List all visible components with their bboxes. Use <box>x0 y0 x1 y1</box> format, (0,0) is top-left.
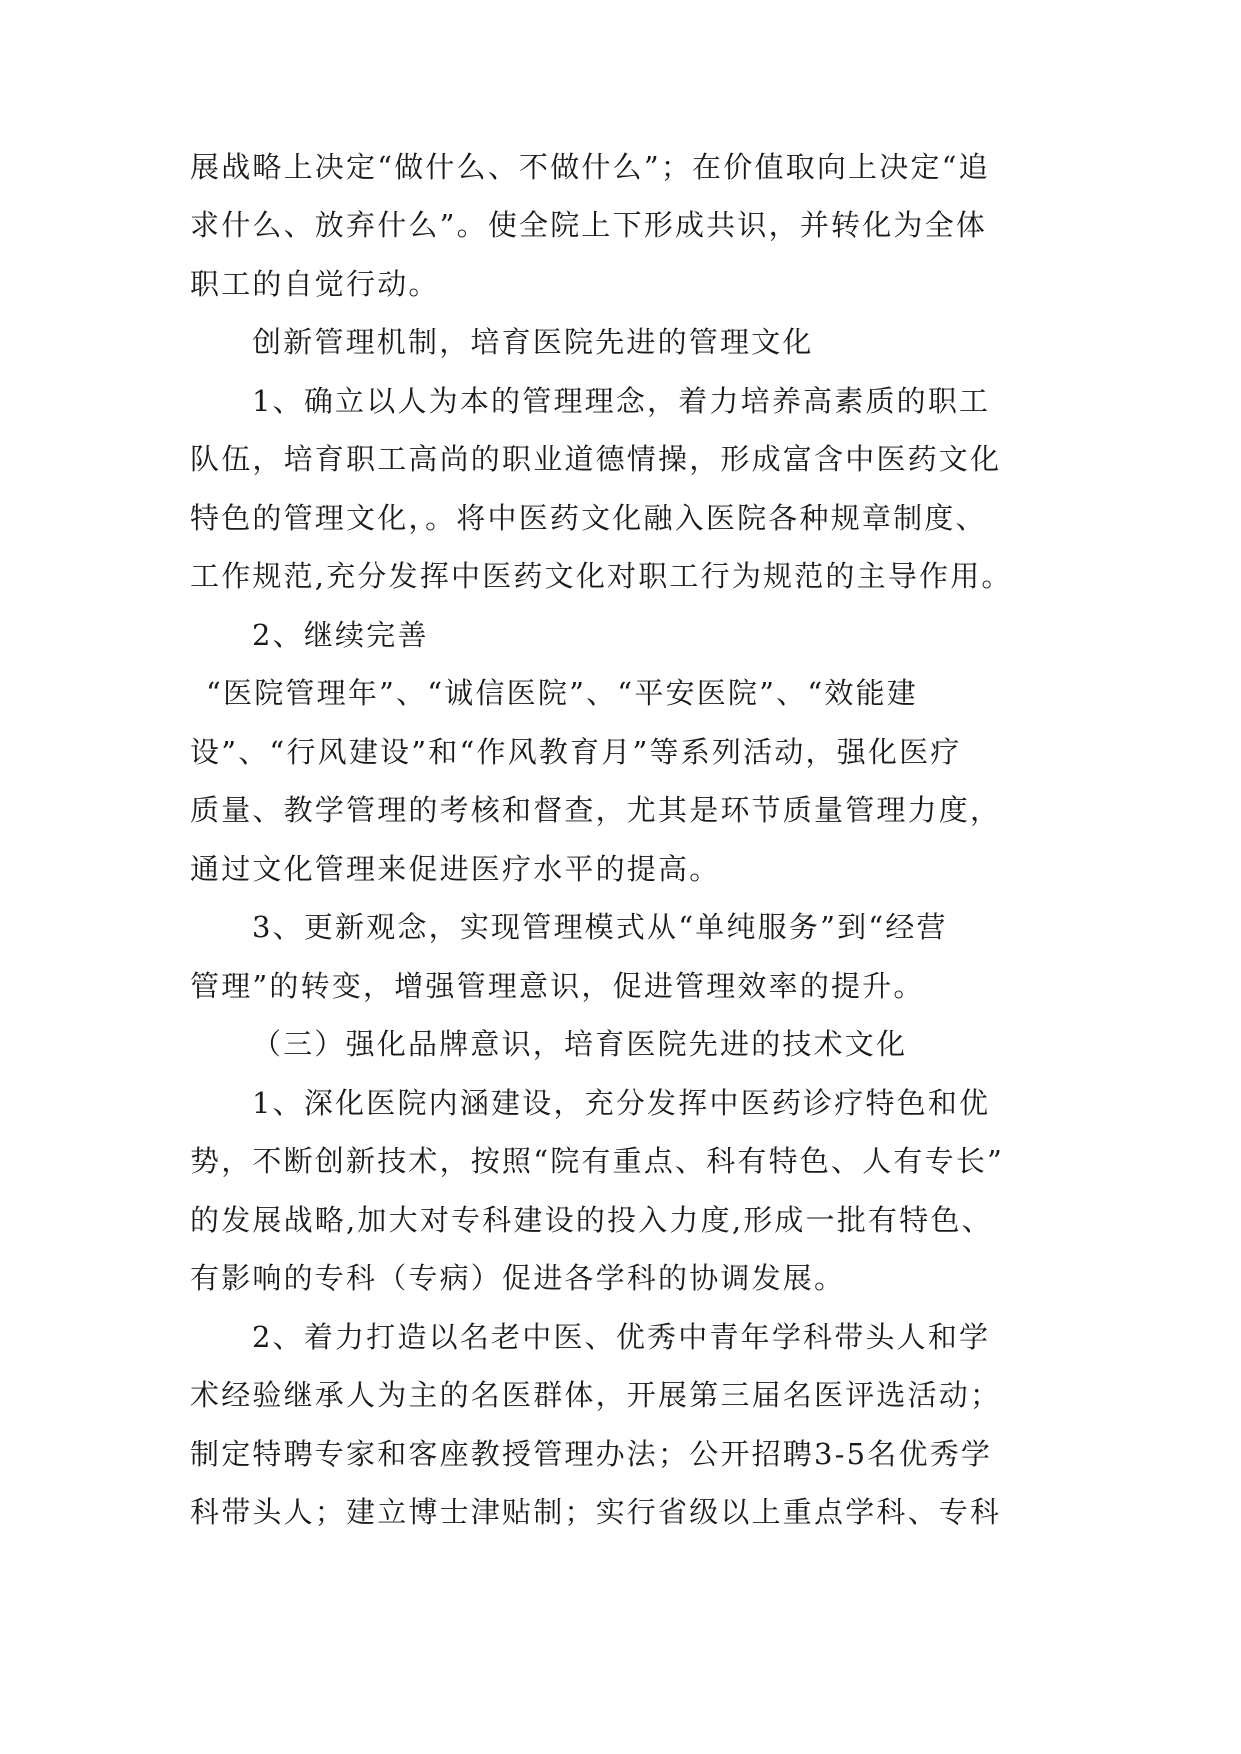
text-line: 质量、教学管理的考核和督查，尤其是环节质量管理力度， <box>190 793 1002 827</box>
text-line: 制定特聘专家和客座教授管理办法；公开招聘3-5名优秀学 <box>190 1437 993 1471</box>
text-line: 3、更新观念，实现管理模式从“单纯服务”到“经营 <box>252 910 948 944</box>
text-line: 1、确立以人为本的管理理念，着力培养高素质的职工 <box>252 384 991 418</box>
text-line: 求什么、放弃什么”。使全院上下形成共识，并转化为全体 <box>190 208 988 242</box>
text-line: 的发展战略,加大对专科建设的投入力度,形成一批有特色、 <box>190 1203 993 1237</box>
text-line: 管理”的转变，增强管理意识，促进管理效率的提升。 <box>190 969 925 1003</box>
text-line: “医院管理年”、“诚信医院”、“平安医院”、“效能建 <box>206 676 918 710</box>
text-line: 特色的管理文化，。将中医药文化融入医院各种规章制度、 <box>190 501 987 535</box>
text-line: 设”、“行风建设”和“作风教育月”等系列活动，强化医疗 <box>190 735 962 769</box>
text-line: 展战略上决定“做什么、不做什么”；在价值取向上决定“追 <box>190 150 990 184</box>
text-line: 2、着力打造以名老中医、优秀中青年学科带头人和学 <box>252 1320 991 1354</box>
text-line: 势，不断创新技术，按照“院有重点、科有特色、人有专长” <box>190 1144 1005 1178</box>
text-line: 队伍，培育职工高尚的职业道德情操，形成富含中医药文化 <box>190 442 1002 476</box>
text-line: 工作规范,充分发挥中医药文化对职工行为规范的主导作用。 <box>190 559 1013 593</box>
section-heading: 创新管理机制，培育医院先进的管理文化 <box>252 325 814 359</box>
section-heading: （三）强化品牌意识，培育医院先进的技术文化 <box>252 1027 908 1061</box>
text-line: 科带头人；建立博士津贴制；实行省级以上重点学科、专科 <box>190 1495 1002 1529</box>
text-line: 术经验继承人为主的名医群体，开展第三届名医评选活动； <box>190 1378 1002 1412</box>
text-line: 有影响的专科（专病）促进各学科的协调发展。 <box>190 1261 846 1295</box>
text-line: 1、深化医院内涵建设，充分发挥中医药诊疗特色和优 <box>252 1086 991 1120</box>
text-line: 通过文化管理来促进医疗水平的提高。 <box>190 852 721 886</box>
text-line: 职工的自觉行动。 <box>190 267 440 301</box>
text-line: 2、继续完善 <box>252 618 429 652</box>
